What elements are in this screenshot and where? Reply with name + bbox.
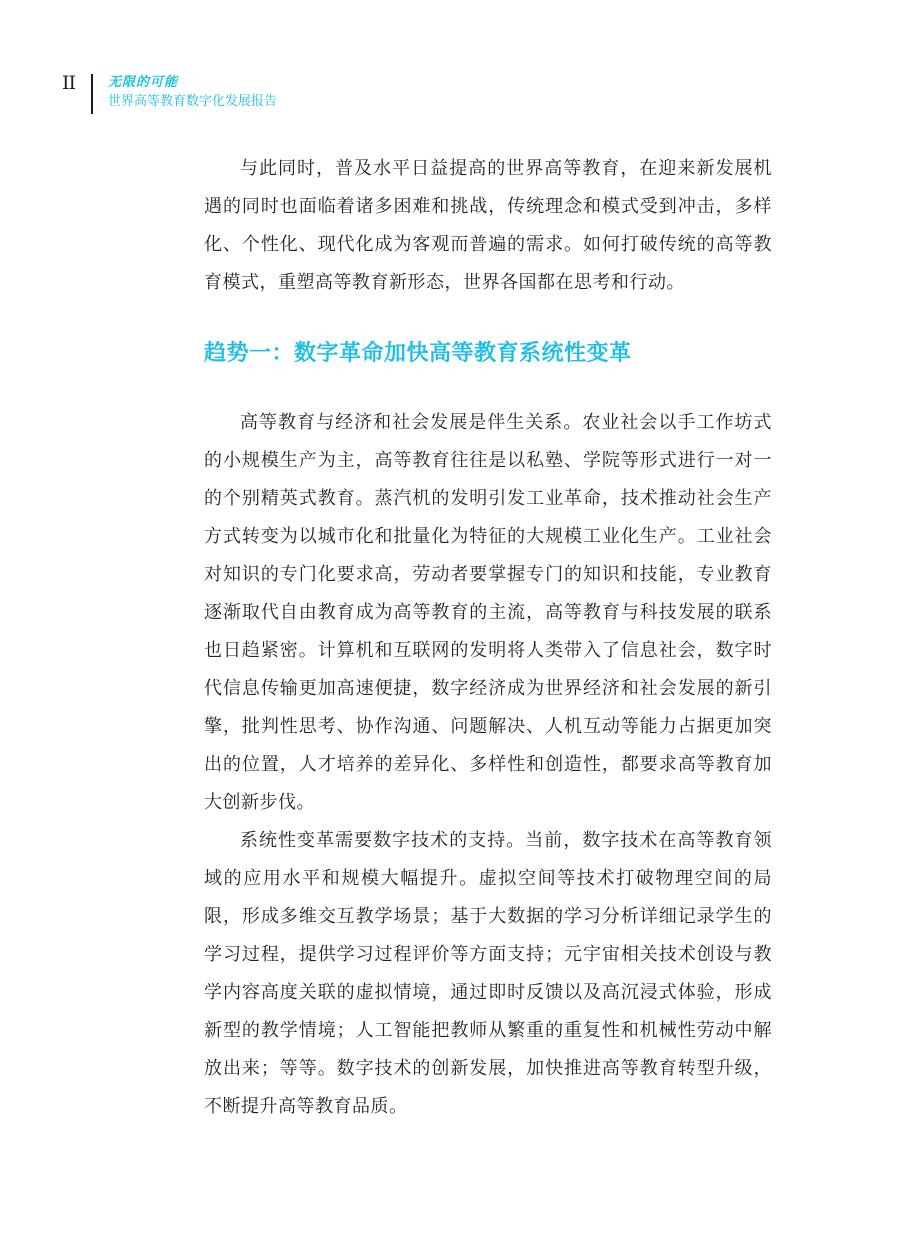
intro-paragraph: 与此同时，普及水平日益提高的世界高等教育，在迎来新发展机遇的同时也面临着诸多困难和挑战，传统理念和模式受到冲击，多样化、个性化、现代化成为客观而普遍的需求。如何打破传统的高等教育模式，重塑高等教育新形态，世界各国都在思考和行动。 (204, 158, 772, 293)
page-number: II (62, 72, 76, 94)
body-content (204, 150, 772, 1126)
section-heading: 趋势一：数字革命加快高等教育系统性变革 (204, 341, 632, 366)
header-tagline: 无限的可能 (108, 75, 179, 90)
header-titles (108, 74, 408, 112)
body-paragraph-1: 高等教育与经济和社会发展是伴生关系。农业社会以手工作坊式的小规模生产为主，高等教育往往是以私塾、学院等形式进行一对一的个别精英式教育。蒸汽机的发明引发工业革命，技术推动社会生产方式转变为以城市化和批量化为特征的大规模工业化生产。工业社会对知识的专门化要求高，劳动者要掌握专门的知识和技能，专业教育逐渐取代自由教育成为高等教育的主流，高等教育与科技发展的联系也日趋紧密。计算机和互联网的发明将人类带入了信息社会，数字时代信息传输更加高速便捷，数字经济成为世界经济和社会发展的新引擎，批判性思考、协作沟通、问题解决、人机互动等能力占据更加突出的位置，人才培养的差异化、多样性和创造性，都要求高等教育加大创新步伐。 (204, 412, 772, 813)
header-divider (91, 74, 93, 114)
body-paragraph-2: 系统性变革需要数字技术的支持。当前，数字技术在高等教育领域的应用水平和规模大幅提升。虚拟空间等技术打破物理空间的局限，形成多维交互教学场景；基于大数据的学习分析详细记录学生的学习过程，提供学习过程评价等方面支持；元宇宙相关技术创设与教学内容高度关联的虚拟情境，通过即时反馈以及高沉浸式体验，形成新型的教学情境；人工智能把教师从繁重的重复性和机械性劳动中解放出来；等等。数字技术的创新发展，加快推进高等教育转型升级，不断提升高等教育品质。 (204, 830, 772, 1117)
header-book-title: 世界高等教育数字化发展报告 (108, 94, 278, 109)
